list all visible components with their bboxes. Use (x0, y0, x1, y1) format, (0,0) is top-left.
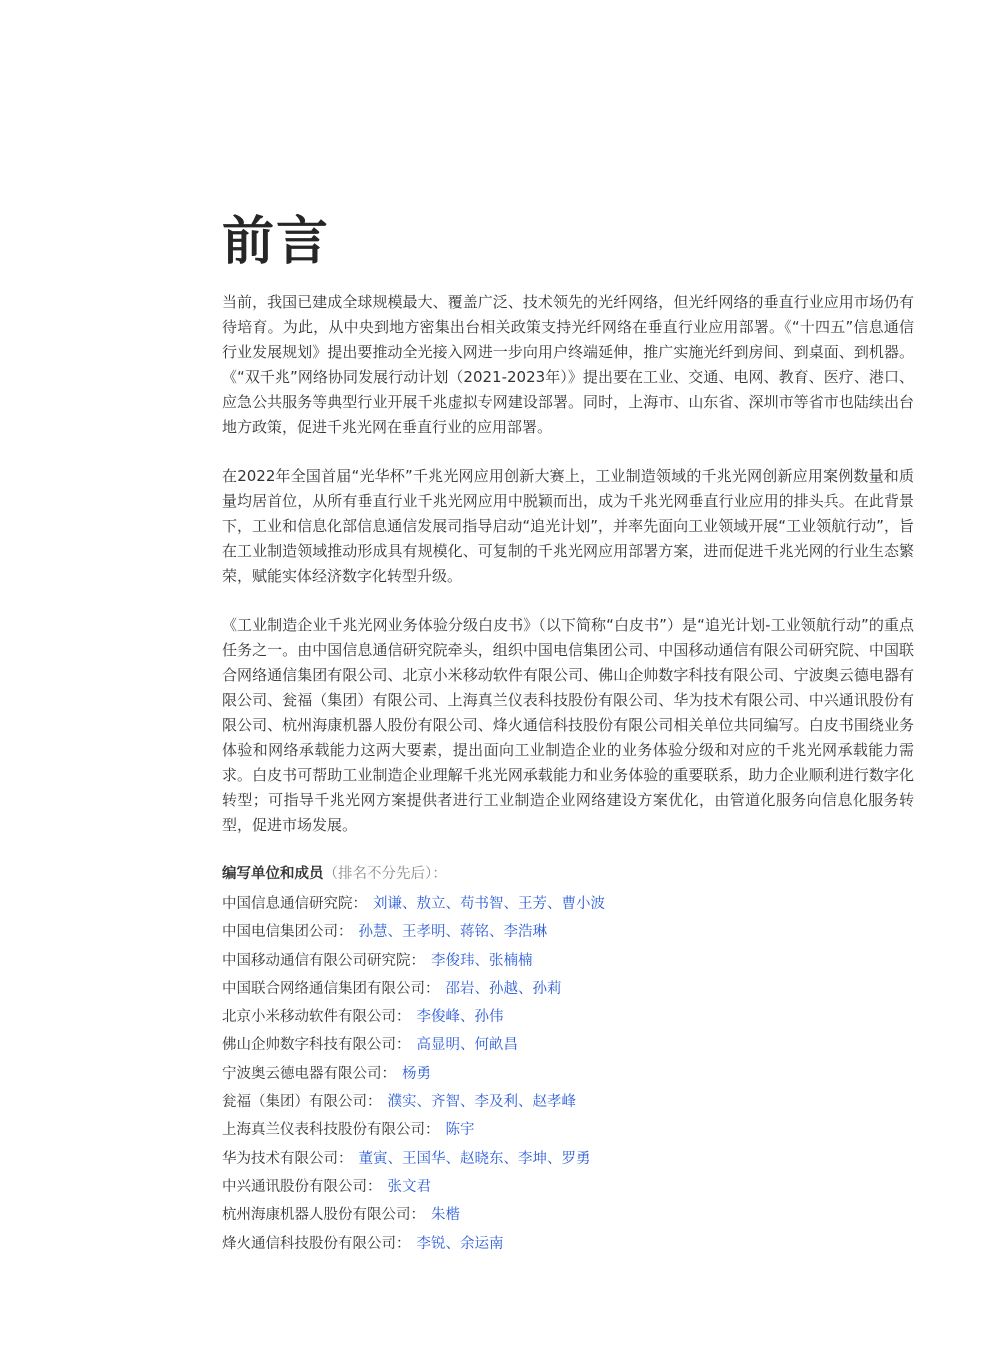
member-org: 中国联合网络通信集团有限公司： (222, 980, 440, 997)
member-names: 李俊峰、孙伟 (416, 1009, 504, 1026)
member-row (222, 1031, 914, 1059)
member-names: 董寅、王国华、赵晓东、李坤、罗勇 (358, 1150, 591, 1167)
member-row (222, 890, 914, 918)
member-row (222, 1230, 914, 1258)
member-row (222, 918, 914, 946)
member-names: 张文君 (387, 1178, 431, 1195)
paragraph-1: 当前，我国已建成全球规模最大、覆盖广泛、技术领先的光纤网络，但光纤网络的垂直行业应用市场仍有待培育。为此，从中央到地方密集出台相关政策支持光纤网络在垂直行业应用部署。《“十四五”信息通信行业发展规划》提出要推动全光接入网进一步向用户终端延伸，推广实施光纤到房间、到桌面、到机器。《“双千兆”网络协同发展行动计划（2021-2023年）》提出要在工业、交通、电网、教育、医疗、港口、应急公共服务等典型行业开展千兆虚拟专网建设部署。同时，上海市、山东省、深圳市等省市也陆续出台地方政策，促进千兆光网在垂直行业的应用部署。 (222, 293, 914, 436)
member-row (222, 1060, 914, 1088)
member-names: 孙慧、王孝明、蒋铭、李浩琳 (358, 924, 547, 941)
member-names: 陈宇 (445, 1122, 475, 1139)
member-row (222, 975, 914, 1003)
members-heading-label: 编写单位和成员 (222, 866, 324, 882)
members-list (222, 890, 914, 1258)
member-org: 华为技术有限公司： (222, 1150, 353, 1167)
page-title: 前言 (222, 212, 331, 272)
member-row (222, 947, 914, 975)
preface-section (222, 210, 914, 1258)
member-names: 刘谦、敖立、苟书智、王芳、曹小波 (373, 896, 605, 912)
member-row (222, 1145, 914, 1173)
member-org: 中国信息通信研究院： (222, 896, 367, 912)
member-org: 佛山企帅数字科技有限公司： (222, 1037, 411, 1054)
member-row (222, 1116, 914, 1144)
member-names: 濮实、齐智、李及利、赵孝峰 (387, 1094, 576, 1111)
member-org: 中兴通讯股份有限公司： (222, 1178, 382, 1195)
member-names: 杨勇 (402, 1065, 431, 1082)
members-heading-note: （排名不分先后）： (323, 866, 447, 882)
members-heading (222, 862, 914, 886)
member-row (222, 1003, 914, 1031)
member-org: 中国移动通信有限公司研究院： (222, 952, 425, 969)
paragraph-2: 在2022年全国首届“光华杯”千兆光网应用创新大赛上，工业制造领域的千兆光网创新应用案例数量和质量均居首位，从所有垂直行业千兆光网应用中脱颖而出，成为千兆光网垂直行业应用的排头兵。在此背景下，工业和信息化部信息通信发展司指导启动“追光计划”，并率先面向工业领域开展“工业领航行动”，旨在工业制造领域推动形成具有规模化、可复制的千兆光网应用部署方案，进而促进千兆光网的行业生态繁荣，赋能实体经济数字化转型升级。 (222, 467, 914, 585)
member-org: 瓮福（集团）有限公司： (222, 1094, 382, 1111)
member-org: 宁波奥云德电器有限公司： (222, 1065, 396, 1082)
member-names: 高显明、何畝昌 (416, 1037, 518, 1054)
member-org: 中国电信集团公司： (222, 924, 353, 941)
member-row (222, 1088, 914, 1116)
member-org: 上海真兰仪表科技股份有限公司： (222, 1122, 440, 1139)
paragraph-3: 《工业制造企业千兆光网业务体验分级白皮书》（以下简称“白皮书”）是“追光计划-工业领航行动”的重点任务之一。由中国信息通信研究院牵头，组织中国电信集团公司、中国移动通信有限公司研究院、中国联合网络通信集团有限公司、北京小米移动软件有限公司、佛山企帅数字科技有限公司、宁波奥云德电器有限公司、瓮福（集团）有限公司、上海真兰仪表科技股份有限公司、华为技术有限公司、中兴通讯股份有限公司、杭州海康机器人股份有限公司、烽火通信科技股份有限公司相关单位共同编写。白皮书围绕业务体验和网络承载能力这两大要素，提出面向工业制造企业的业务体验分级和对应的千兆光网承载能力需求。白皮书可帮助工业制造企业理解千兆光网承载能力和业务体验的重要联系，助力企业顺利进行数字化转型；可指导千兆光网方案提供者进行工业制造企业网络建设方案优化，由管道化服务向信息化服务转型，促进市场发展。 (222, 616, 914, 834)
member-names: 李俊玮、张楠楠 (431, 952, 533, 969)
member-names: 李锐、余运南 (416, 1235, 504, 1252)
member-row (222, 1173, 914, 1201)
member-names: 朱楷 (431, 1207, 460, 1224)
member-row (222, 1201, 914, 1229)
member-org: 烽火通信科技股份有限公司： (222, 1235, 411, 1252)
member-names: 邵岩、孙越、孙莉 (445, 980, 562, 997)
member-org: 北京小米移动软件有限公司： (222, 1009, 411, 1026)
member-org: 杭州海康机器人股份有限公司： (222, 1207, 425, 1224)
